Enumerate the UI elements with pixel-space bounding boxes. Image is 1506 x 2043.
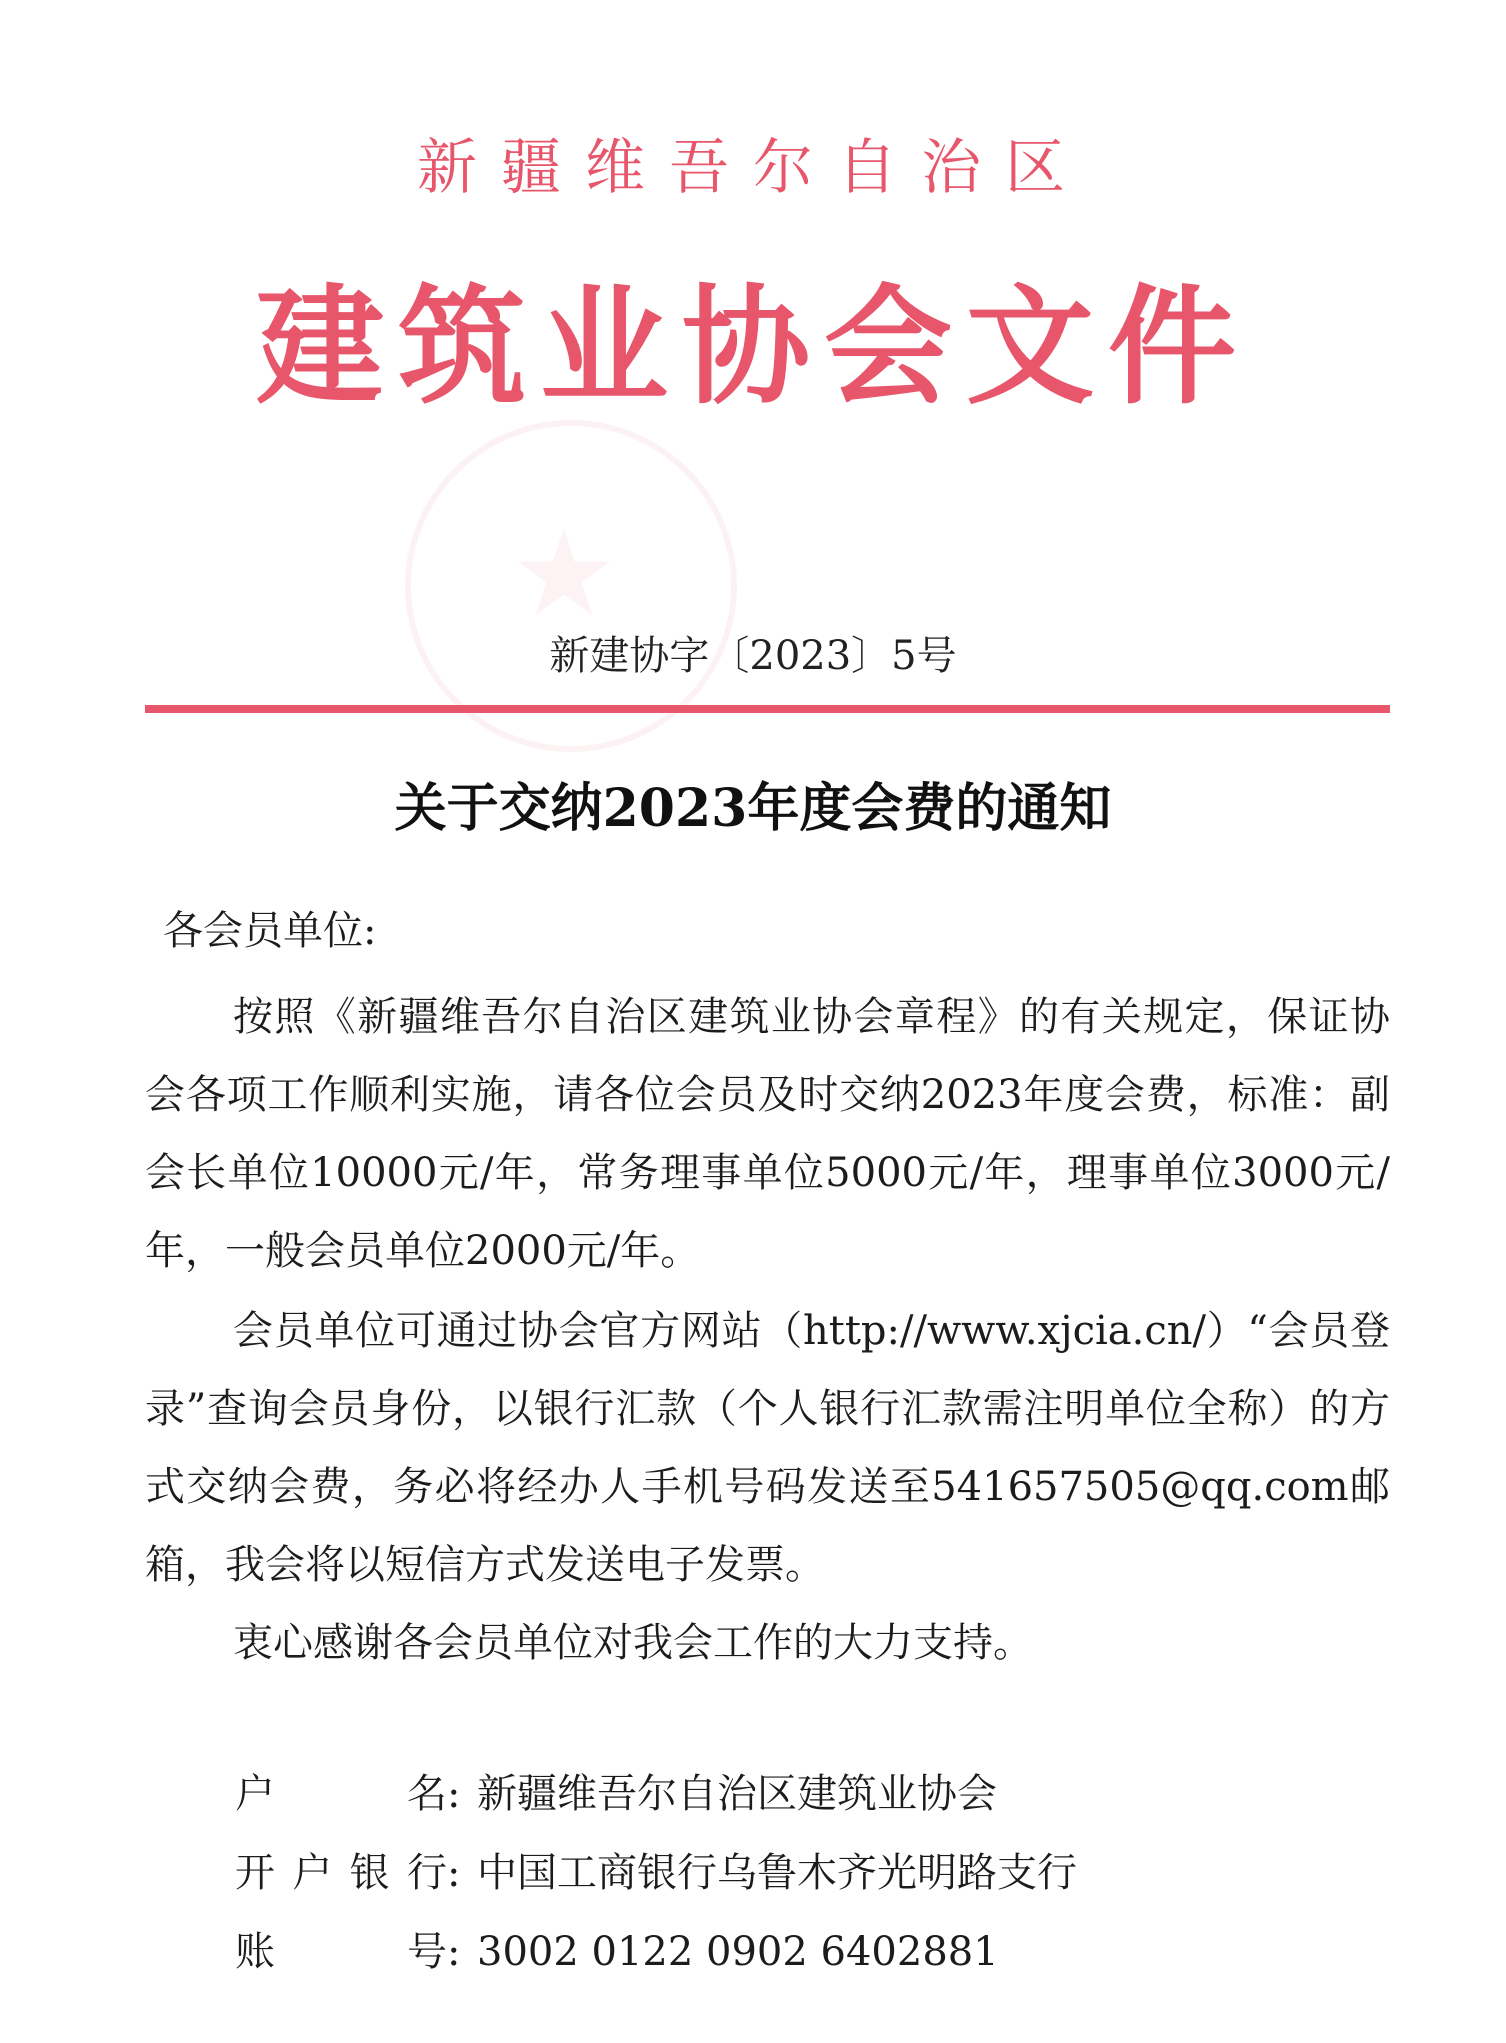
paragraph-thanks: 衷心感谢各会员单位对我会工作的大力支持。 [233, 1620, 1033, 1666]
seal-star-icon: ★ [510, 505, 618, 644]
bank-account-name-label: 户名 [235, 1771, 447, 1817]
paragraph-payment-method: 会员单位可通过协会官方网站（http://www.xjcia.cn/）“会员登录”查询会员身份，以银行汇款（个人银行汇款需注明单位全称）的方式交纳会费，务必将经办人手机号码发送至541657505@qq.com邮箱，我会将以短信方式发送电子发票。 [145, 1308, 1390, 1588]
document-number: 新建协字〔2023〕5号 [549, 633, 957, 679]
bank-account-name-row: 户名: 新疆维吾尔自治区建筑业协会 [235, 1764, 997, 1824]
bank-name-row: 开户银行: 中国工商银行乌鲁木齐光明路支行 [235, 1843, 1077, 1903]
bank-name-label: 开户银行 [235, 1850, 447, 1896]
letterhead-doc-type: 建筑业协会文件 [255, 273, 1250, 422]
salutation: 各会员单位: [163, 908, 377, 954]
bank-account-number-row: 账号: 3002 0122 0902 6402881 [235, 1922, 999, 1982]
red-divider [145, 705, 1390, 713]
paragraph-fee-standard: 按照《新疆维吾尔自治区建筑业协会章程》的有关规定，保证协会各项工作顺利实施，请各位会员及时交纳2023年度会费，标准：副会长单位10000元/年，常务理事单位5000元/年，理事单位3000元/年，一般会员单位2000元/年。 [145, 994, 1390, 1274]
letterhead-org-name: 新疆维吾尔自治区 [417, 133, 1089, 203]
bank-name-value: 中国工商银行乌鲁木齐光明路支行 [477, 1850, 1077, 1896]
bank-account-number-value: 3002 0122 0902 6402881 [477, 1929, 999, 1975]
bank-account-number-label: 账号 [235, 1929, 447, 1975]
notice-title: 关于交纳2023年度会费的通知 [394, 778, 1112, 839]
bank-account-name-value: 新疆维吾尔自治区建筑业协会 [477, 1771, 997, 1817]
